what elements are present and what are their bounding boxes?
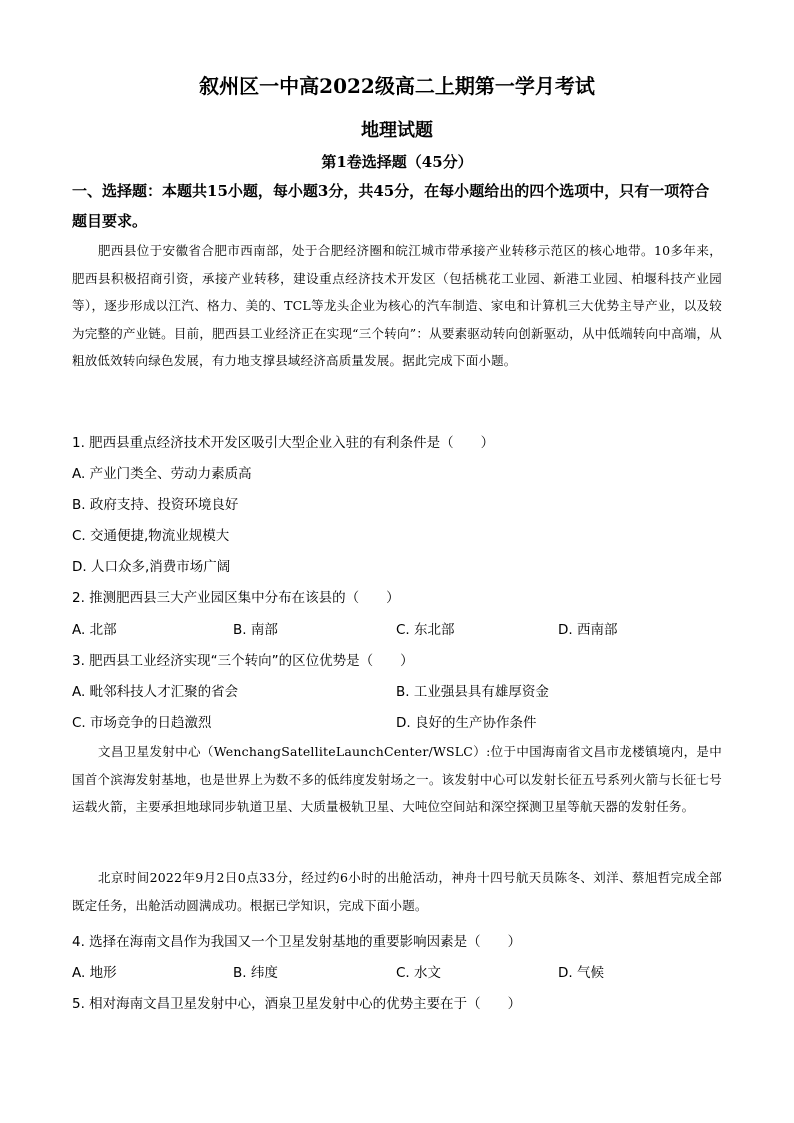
passage-wenchang: 文昌卫星发射中心（WenchangSatelliteLaunchCenter/WSLC）:位于中国海南省文昌市龙楼镇境内，是中国首个滨海发射基地，也是世界上为数不多的低纬度发射场之一。该发射中心可以发射长征五号系列火箭与长征七号运载火箭，主要承担地球同步轨道卫星、大质量极轨卫星、大吨位空间站和深空探测卫星等航天器的发射任务。 — [72, 744, 722, 814]
question-4-option-d[interactable]: D. 气候 — [558, 965, 604, 981]
question-2-option-b[interactable]: B. 南部 — [233, 622, 278, 638]
question-1-option-d[interactable]: D. 人口众多,消费市场广阔 — [72, 559, 231, 575]
question-4-option-a[interactable]: A. 地形 — [72, 965, 117, 981]
question-1-option-b[interactable]: B. 政府支持、投资环境良好 — [72, 497, 239, 513]
question-2-stem: 2. 推测肥西县三大产业园区集中分布在该县的（ ） — [72, 590, 400, 606]
question-3-option-d[interactable]: D. 良好的生产协作条件 — [396, 715, 537, 731]
exam-title: 叙州区一中高2022级高二上期第一学月考试 — [199, 74, 595, 98]
question-1-option-a[interactable]: A. 产业门类全、劳动力素质高 — [72, 466, 252, 482]
subject-title: 地理试题 — [361, 120, 433, 141]
question-3-option-c[interactable]: C. 市场竞争的日趋激烈 — [72, 715, 212, 731]
section-heading: 一、选择题：本题共15小题，每小题3分，共45分，在每小题给出的四个选项中，只有一项符合题目要求。 — [72, 182, 710, 230]
question-4-option-b[interactable]: B. 纬度 — [233, 965, 278, 981]
question-3-option-a[interactable]: A. 毗邻科技人才汇聚的省会 — [72, 684, 239, 700]
passage-shenzhou: 北京时间2022年9月2日0点33分，经过约6小时的出舱活动，神舟十四号航天员陈冬、刘洋、蔡旭哲完成全部既定任务，出舱活动圆满成功。根据已学知识，完成下面小题。 — [72, 870, 722, 913]
question-5-stem: 5. 相对海南文昌卫星发射中心，酒泉卫星发射中心的优势主要在于（ ） — [72, 996, 522, 1012]
question-4-stem: 4. 选择在海南文昌作为我国又一个卫星发射基地的重要影响因素是（ ） — [72, 934, 522, 950]
question-2-option-c[interactable]: C. 东北部 — [396, 622, 455, 638]
question-2-option-d[interactable]: D. 西南部 — [558, 622, 618, 638]
passage-feixi: 肥西县位于安徽省合肥市西南部，处于合肥经济圈和皖江城市带承接产业转移示范区的核心地带。10多年来，肥西县积极招商引资，承接产业转移，建设重点经济技术开发区（包括桃花工业园、新港工业园、柏堰科技产业园等），逐步形成以江汽、格力、美的、TCL等龙头企业为核心的汽车制造、家电和计算机三大优势主导产业，以及较为完整的产业链。目前，肥西县工业经济正在实现“三个转向”：从要素驱动转向创新驱动，从中低端转向中高端，从粗放低效转向绿色发展，有力地支撑县域经济高质量发展。据此完成下面小题。 — [72, 243, 722, 368]
question-1-stem: 1. 肥西县重点经济技术开发区吸引大型企业入驻的有利条件是（ ） — [72, 435, 495, 451]
question-3-stem: 3. 肥西县工业经济实现“三个转向”的区位优势是（ ） — [72, 653, 414, 669]
question-4-option-c[interactable]: C. 水文 — [396, 965, 442, 981]
question-3-option-b[interactable]: B. 工业强县具有雄厚资金 — [396, 684, 549, 700]
part-title: 第1卷选择题（45分） — [321, 153, 473, 171]
question-2-option-a[interactable]: A. 北部 — [72, 622, 117, 638]
question-1-option-c[interactable]: C. 交通便捷,物流业规模大 — [72, 528, 230, 544]
